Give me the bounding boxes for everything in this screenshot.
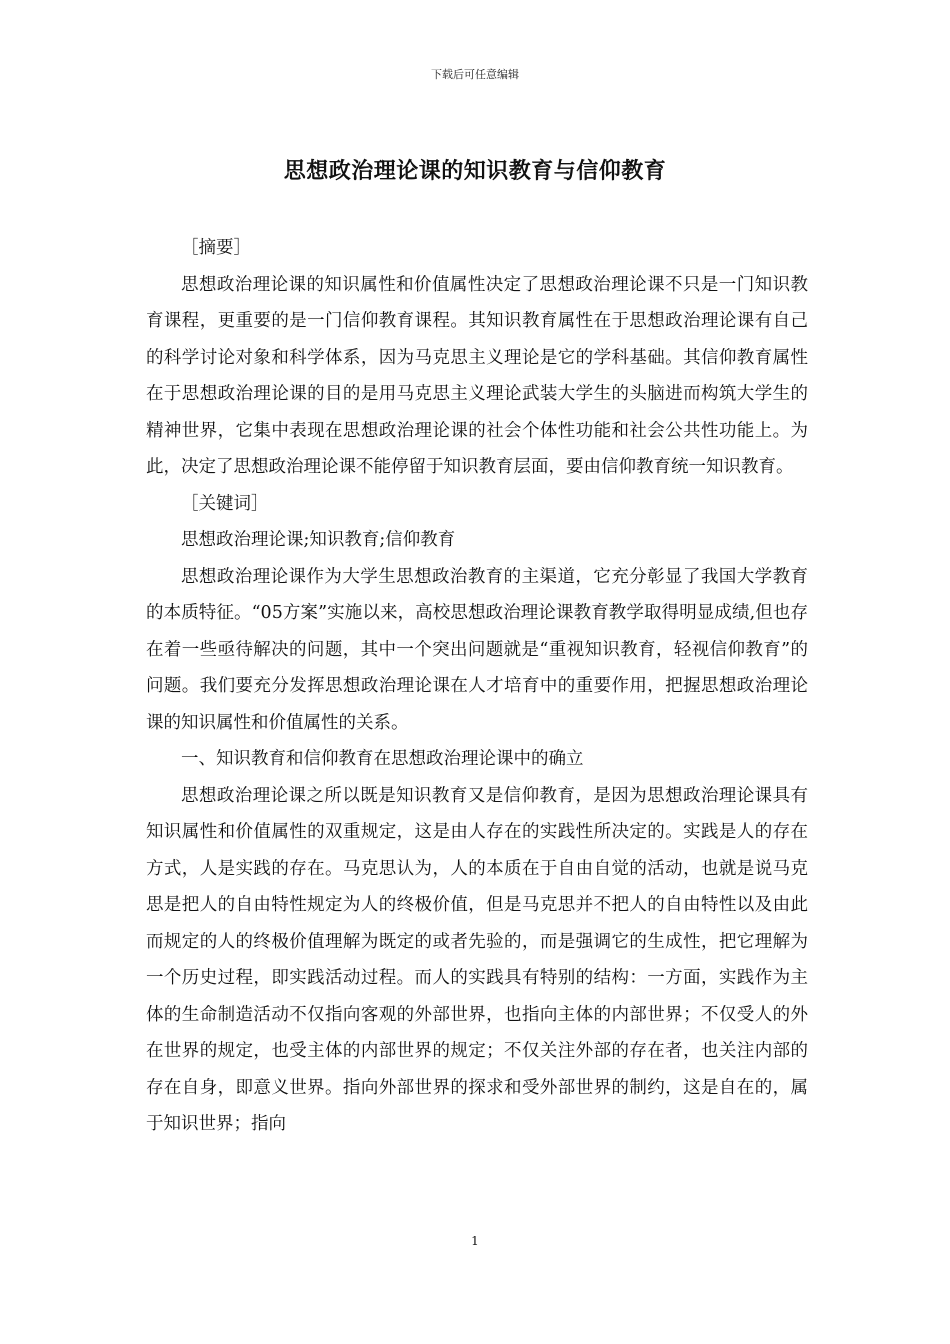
abstract-heading: ［摘要］	[181, 238, 251, 258]
intro-paragraph: 思想政治理论课作为大学生思想政治教育的主渠道，它充分彰显了我国大学教育的本质特征。“05方案”实施以来，高校思想政治理论课教育教学取得明显成绩,但也存在着一些亟待解决的问题，其中一个突出问题就是“重视知识教育，轻视信仰教育”的问题。我们要充分发挥思想政治理论课在人才培育中的重要作用，把握思想政治理论课的知识属性和价值属性的关系。	[146, 566, 808, 733]
page-header-note: 下载后可任意编辑	[431, 68, 519, 81]
section-heading-1: 一、知识教育和信仰教育在思想政治理论课中的确立	[181, 749, 584, 769]
keywords-paragraph: 思想政治理论课;知识教育;信仰教育	[181, 530, 456, 550]
abstract-paragraph: 思想政治理论课的知识属性和价值属性决定了思想政治理论课不只是一门知识教育课程，更重要的是一门信仰教育课程。其知识教育属性在于思想政治理论课有自己的科学讨论对象和科学体系，因为马克思主义理论是它的学科基础。其信仰教育属性在于思想政治理论课的目的是用马克思主义理论武装大学生的头脑进而构筑大学生的精神世界，它集中表现在思想政治理论课的社会个体性功能和社会公共性功能上。为此，决定了思想政治理论课不能停留于知识教育层面，要由信仰教育统一知识教育。	[146, 274, 808, 477]
page-number: 1	[471, 1234, 479, 1248]
keywords-heading: ［关键词］	[181, 493, 269, 514]
section-1-paragraph: 思想政治理论课之所以既是知识教育又是信仰教育，是因为思想政治理论课具有知识属性和价值属性的双重规定，这是由人存在的实践性所决定的。实践是人的存在方式，人是实践的存在。马克思认为，人的本质在于自由自觉的活动，也就是说马克思是把人的自由特性规定为人的终极价值，但是马克思并不把人的自由特性以及由此而规定的人的终极价值理解为既定的或者先验的，而是强调它的生成性，把它理解为一个历史过程，即实践活动过程。而人的实践具有特别的结构：一方面，实践作为主体的生命制造活动不仅指向客观的外部世界，也指向主体的内部世界；不仅受人的外在世界的规定，也受主体的内部世界的规定；不仅关注外部的存在者，也关注内部的存在自身，即意义世界。指向外部世界的探求和受外部世界的制约，这是自在的，属于知识世界；指向	[146, 785, 808, 1134]
document-body	[146, 230, 808, 1143]
document-title: 思想政治理论课的知识教育与信仰教育	[283, 159, 667, 184]
